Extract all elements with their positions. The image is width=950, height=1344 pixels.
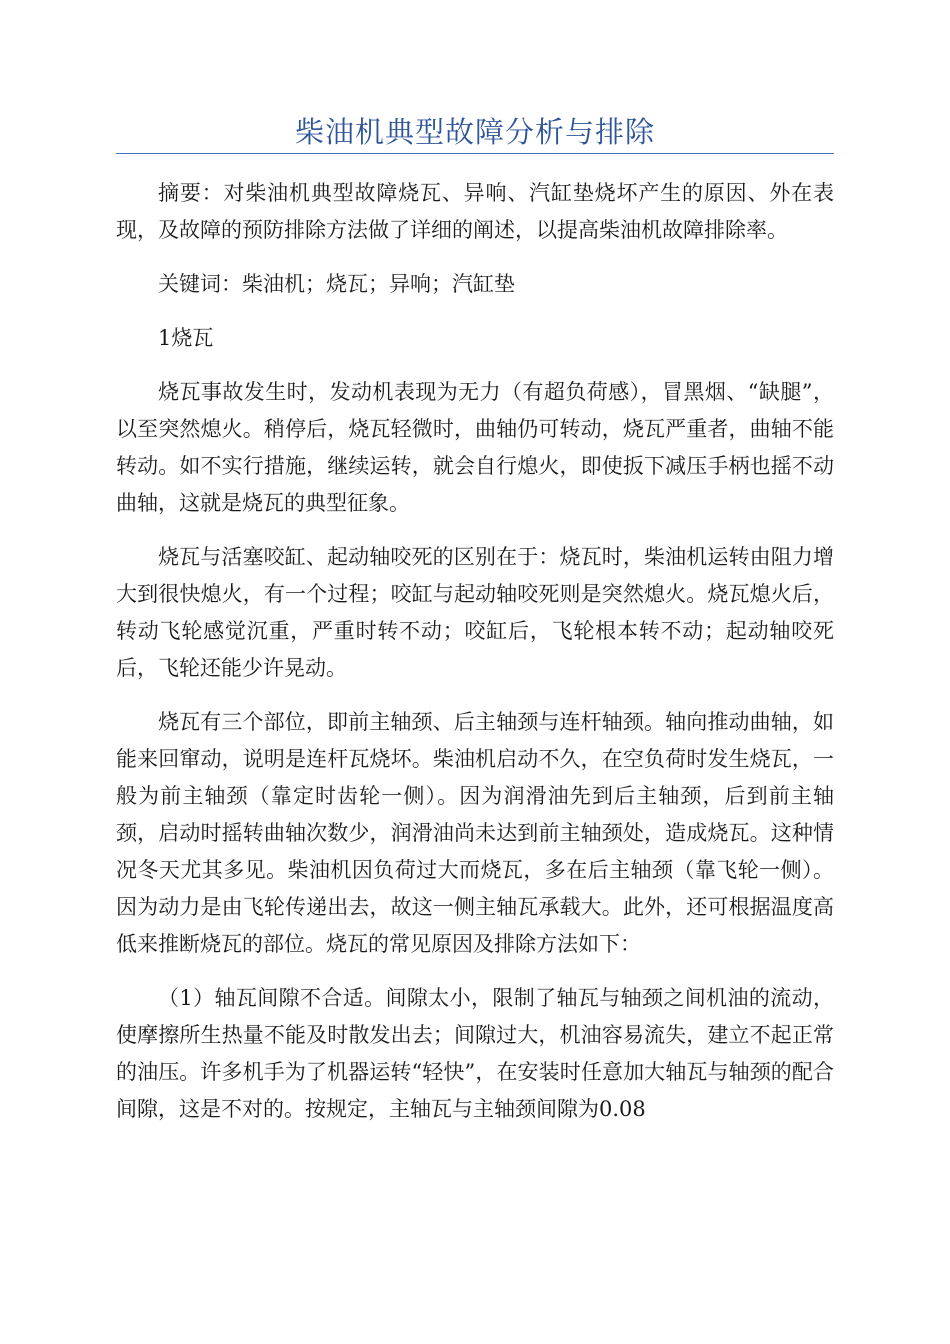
abstract-paragraph: 摘要：对柴油机典型故障烧瓦、异响、汽缸垫烧坏产生的原因、外在表现，及故障的预防排除方法做了详细的阐述，以提高柴油机故障排除率。 — [116, 181, 834, 242]
title-underline — [116, 153, 834, 154]
section-heading: 1烧瓦 — [158, 326, 214, 350]
body-paragraph-4: （1）轴瓦间隙不合适。间隙太小，限制了轴瓦与轴颈之间机油的流动，使摩擦所生热量不能及时散发出去；间隙过大，机油容易流失，建立不起正常的油压。许多机手为了机器运转“轻快”，在安装时任意加大轴瓦与轴颈的配合间隙，这是不对的。按规定，主轴瓦与主轴颈间隙为0.08 — [116, 986, 834, 1121]
body-paragraph-1: 烧瓦事故发生时，发动机表现为无力（有超负荷感），冒黑烟、“缺腿”，以至突然熄火。稍停后，烧瓦轻微时，曲轴仍可转动，烧瓦严重者，曲轴不能转动。如不实行措施，继续运转，就会自行熄火，即使扳下减压手柄也摇不动曲轴，这就是烧瓦的典型征象。 — [116, 380, 834, 515]
keywords-line: 关键词：柴油机；烧瓦；异响；汽缸垫 — [158, 272, 515, 296]
document-body — [116, 175, 834, 1145]
document-title: 柴油机典型故障分析与排除 — [294, 115, 655, 149]
body-paragraph-3: 烧瓦有三个部位，即前主轴颈、后主轴颈与连杆轴颈。轴向推动曲轴，如能来回窜动，说明是连杆瓦烧坏。柴油机启动不久，在空负荷时发生烧瓦，一般为前主轴颈（靠定时齿轮一侧）。因为润滑油先到后主轴颈，后到前主轴颈，启动时摇转曲轴次数少，润滑油尚未达到前主轴颈处，造成烧瓦。这种情况冬天尤其多见。柴油机因负荷过大而烧瓦，多在后主轴颈（靠飞轮一侧）。因为动力是由飞轮传递出去，故这一侧主轴瓦承载大。此外，还可根据温度高低来推断烧瓦的部位。烧瓦的常见原因及排除方法如下： — [116, 710, 834, 956]
body-paragraph-2: 烧瓦与活塞咬缸、起动轴咬死的区别在于：烧瓦时，柴油机运转由阻力增大到很快熄火，有一个过程；咬缸与起动轴咬死则是突然熄火。烧瓦熄火后，转动飞轮感觉沉重，严重时转不动；咬缸后，飞轮根本转不动；起动轴咬死后，飞轮还能少许晃动。 — [116, 545, 834, 680]
